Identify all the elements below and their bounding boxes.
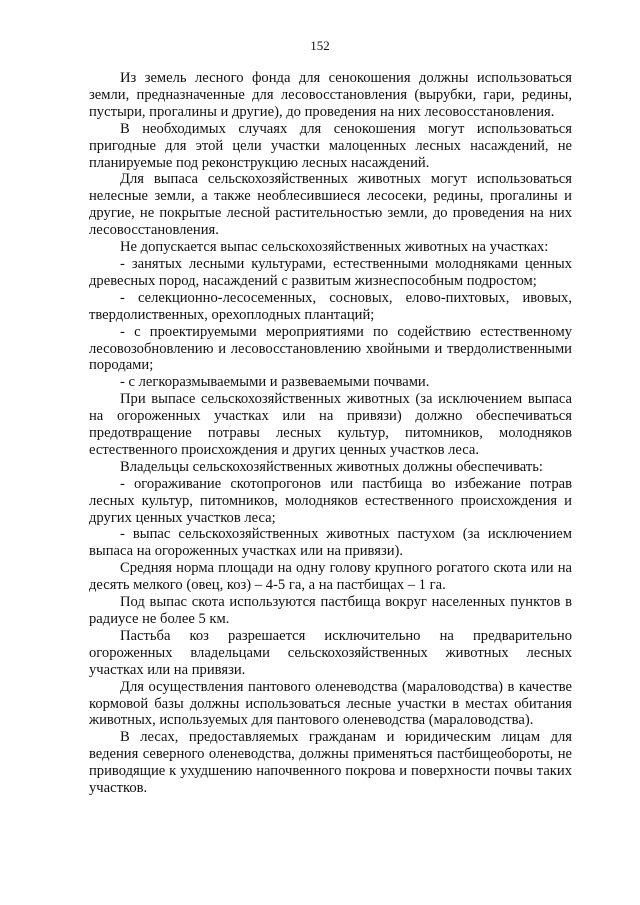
page-number: 152: [310, 38, 330, 53]
paragraph-grazing-prohibited: Не допускается выпас сельскохозяйственных животных на участках:: [120, 239, 549, 256]
paragraph-grazing-lands: Для выпаса сельскохозяйственных животных могут использоваться нелесные земли, а также необлесившиеся лесосеки, редины, прогалины и другие, не покрытые лесной растительностью земли, до проведения на них лесовосстановления.: [89, 171, 572, 239]
list-item-plantations: - селекционно-лесосеменных, сосновых, елово-пихтовых, ивовых, твердолиственных, орехоплодных плантаций;: [89, 289, 572, 323]
paragraph-pasture-radius: Под выпас скота используются пастбища вокруг населенных пунктов в радиусе не более 5 км.: [89, 594, 572, 627]
list-item-reforestation-measures: - с проектируемыми мероприятиями по содействию естественному лесовозобновлению и лесовосстановлению хвойными и твердолиственными породами;: [89, 323, 572, 374]
paragraph-goat-grazing: Пастьба коз разрешается исключительно на предварительно огороженных владельцами сельскохозяйственных животных лесных участках или на привязи.: [89, 627, 572, 678]
list-item-fencing: - огораживание скотопрогонов или пастбища во избежание потрав лесных культур, питомников, молодняков естественного происхождения и других ценных участков леса;: [89, 475, 572, 526]
list-item-herding: - выпас сельскохозяйственных животных пастухом (за исключением выпаса на огороженных участках или на привязи).: [89, 526, 572, 560]
list-item-erodible-soils: - с легкоразмываемыми и развеваемыми почвами.: [120, 374, 430, 391]
paragraph-area-norm: Средняя норма площади на одну голову крупного рогатого скота или на десять мелкого (овец, коз) – 4-5 га, а на пастбищах – 1 га.: [89, 560, 572, 594]
document-body: [89, 70, 572, 797]
paragraph-damage-prevention: При выпасе сельскохозяйственных животных (за исключением выпаса на огороженных участках или на привязи) должно обеспечиваться предотвращение потравы лесных культур, питомников, молодняков естественного происхождения и других ценных участков леса.: [89, 391, 572, 458]
paragraph-low-value-stands: В необходимых случаях для сенокошения могут использоваться пригодные для этой цели участки малоценных лесных насаждений, не планируемые под реконструкцию лесных насаждений.: [89, 120, 572, 171]
paragraph-hay-lands: Из земель лесного фонда для сенокошения должны использоваться земли, предназначенные для лесовосстановления (вырубки, гари, редины, пустыри, прогалины и другие), до проведения на них лесовосстановления.: [89, 70, 572, 120]
paragraph-owners-obligations: Владельцы сельскохозяйственных животных должны обеспечивать:: [120, 458, 543, 475]
paragraph-reindeer-herding: В лесах, предоставляемых гражданам и юридическим лицам для ведения северного оленеводства, должны применяться пастбищеобороты, не приводящие к ухудшению напочвенного покрова и поверхности почвы таких участков.: [89, 729, 572, 797]
paragraph-maral-breeding: Для осуществления пантового оленеводства (мараловодства) в качестве кормовой базы должны использоваться лесные участки в местах обитания животных, используемых для пантового оленеводства (мараловодства).: [89, 678, 572, 729]
list-item-forest-cultures: - занятых лесными культурами, естественными молодняками ценных древесных пород, насаждений с развитым жизнеспособным подростом;: [89, 255, 572, 289]
